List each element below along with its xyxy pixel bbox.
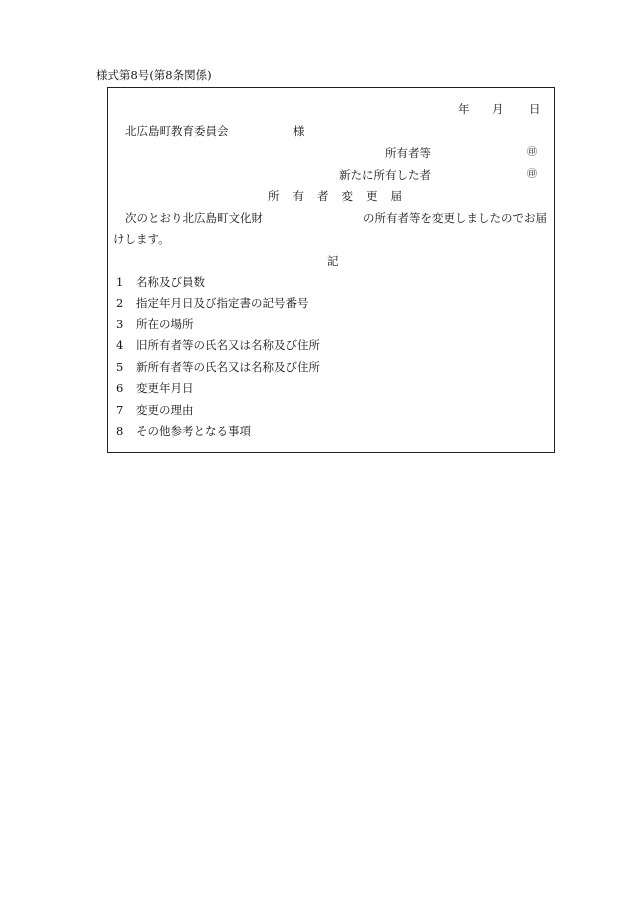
new-owner-label: 新たに所有した者 — [339, 168, 431, 182]
date-year-label: 年 — [458, 102, 470, 116]
list-item-number: 2 — [116, 296, 124, 310]
list-item-text: 旧所有者等の氏名又は名称及び住所 — [136, 338, 320, 352]
honorific: 様 — [293, 124, 305, 138]
form-number-label: 様式第8号(第8条関係) — [96, 68, 212, 82]
list-item — [116, 362, 320, 374]
date-month-label: 月 — [492, 102, 504, 116]
list-item — [116, 340, 320, 352]
list-item-text: 変更年月日 — [136, 381, 194, 395]
list-item — [116, 426, 251, 438]
body-text-line1-end: の所有者等を変更しましたのでお届 — [363, 211, 547, 225]
list-item-number: 1 — [116, 275, 124, 289]
seal-mark-owner: ㊞ — [527, 147, 537, 158]
seal-mark-new-owner: ㊞ — [527, 169, 537, 180]
list-item-number: 4 — [116, 338, 124, 352]
owner-label: 所有者等 — [385, 146, 431, 160]
list-item-text: 名称及び員数 — [136, 275, 205, 289]
document-title: 所有者変更届 — [268, 189, 415, 203]
addressee: 北広島町教育委員会 — [125, 124, 229, 138]
list-item-text: 変更の理由 — [136, 403, 194, 417]
list-item-text: 指定年月日及び指定書の記号番号 — [136, 296, 309, 310]
date-day-label: 日 — [529, 102, 541, 116]
list-item — [116, 298, 309, 310]
list-item-number: 6 — [116, 381, 124, 395]
list-item-number: 3 — [116, 317, 124, 331]
list-item-text: 新所有者等の氏名又は名称及び住所 — [136, 360, 320, 374]
form-frame — [107, 87, 555, 453]
list-item-text: その他参考となる事項 — [136, 424, 251, 438]
list-item — [116, 383, 194, 395]
list-item-number: 7 — [116, 403, 124, 417]
body-text-line2: けします。 — [113, 232, 170, 246]
ki-heading: 記 — [327, 254, 339, 268]
list-item — [116, 405, 194, 417]
list-item-text: 所在の場所 — [136, 317, 194, 331]
list-item — [116, 277, 205, 289]
body-text-line1-start: 次のとおり北広島町文化財 — [125, 211, 263, 225]
list-item-number: 8 — [116, 424, 124, 438]
list-item-number: 5 — [116, 360, 124, 374]
list-item — [116, 319, 194, 331]
